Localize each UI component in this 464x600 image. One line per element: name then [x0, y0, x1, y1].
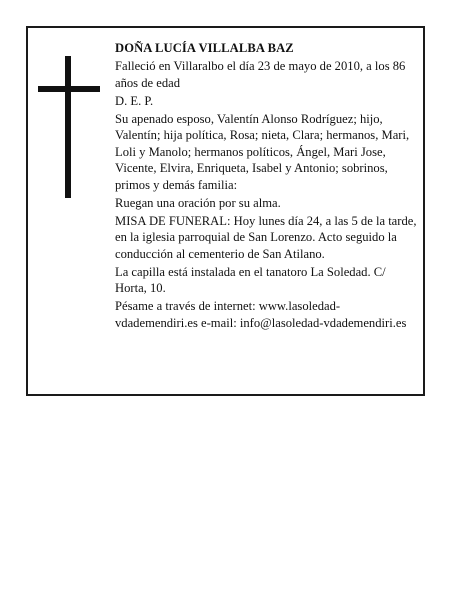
funeral-mass: MISA DE FUNERAL: Hoy lunes día 24, a las 5 de la tarde, en la iglesia parroquial de San Lorenzo. Acto seguido la conducción al cementerio de San Atilano. [115, 213, 417, 261]
prayer-request: Ruegan una oración por su alma. [115, 195, 281, 210]
death-details: Falleció en Villaralbo el día 23 de mayo de 2010, a los 86 años de edad [115, 59, 406, 90]
notice-text [115, 40, 417, 333]
deceased-name: DOÑA LUCÍA VILLALBA BAZ [115, 41, 294, 55]
rest-in-peace: D. E. P. [115, 93, 154, 108]
online-condolence: Pésame a través de internet: www.lasoledad-vdademendiri.es e-mail: info@lasoledad-vdademendiri.es [115, 299, 407, 330]
cross-horizontal-bar [38, 86, 100, 92]
cross-icon [38, 56, 100, 198]
obituary-notice [26, 26, 425, 396]
chapel-location: La capilla está instalada en el tanatoro La Soledad. C/ Horta, 10. [115, 264, 386, 295]
cross-vertical-bar [65, 56, 71, 198]
family-list: Su apenado esposo, Valentín Alonso Rodríguez; hijo, Valentín; hija política, Rosa; nieta, Clara; hermanos, Mari, Loli y Manolo; hermanos políticos, Ángel, Mari Jose, Vicente, Elvira, Enriqueta, Isabel y Antonio; sobrinos, primos y demás familia: [115, 111, 410, 192]
